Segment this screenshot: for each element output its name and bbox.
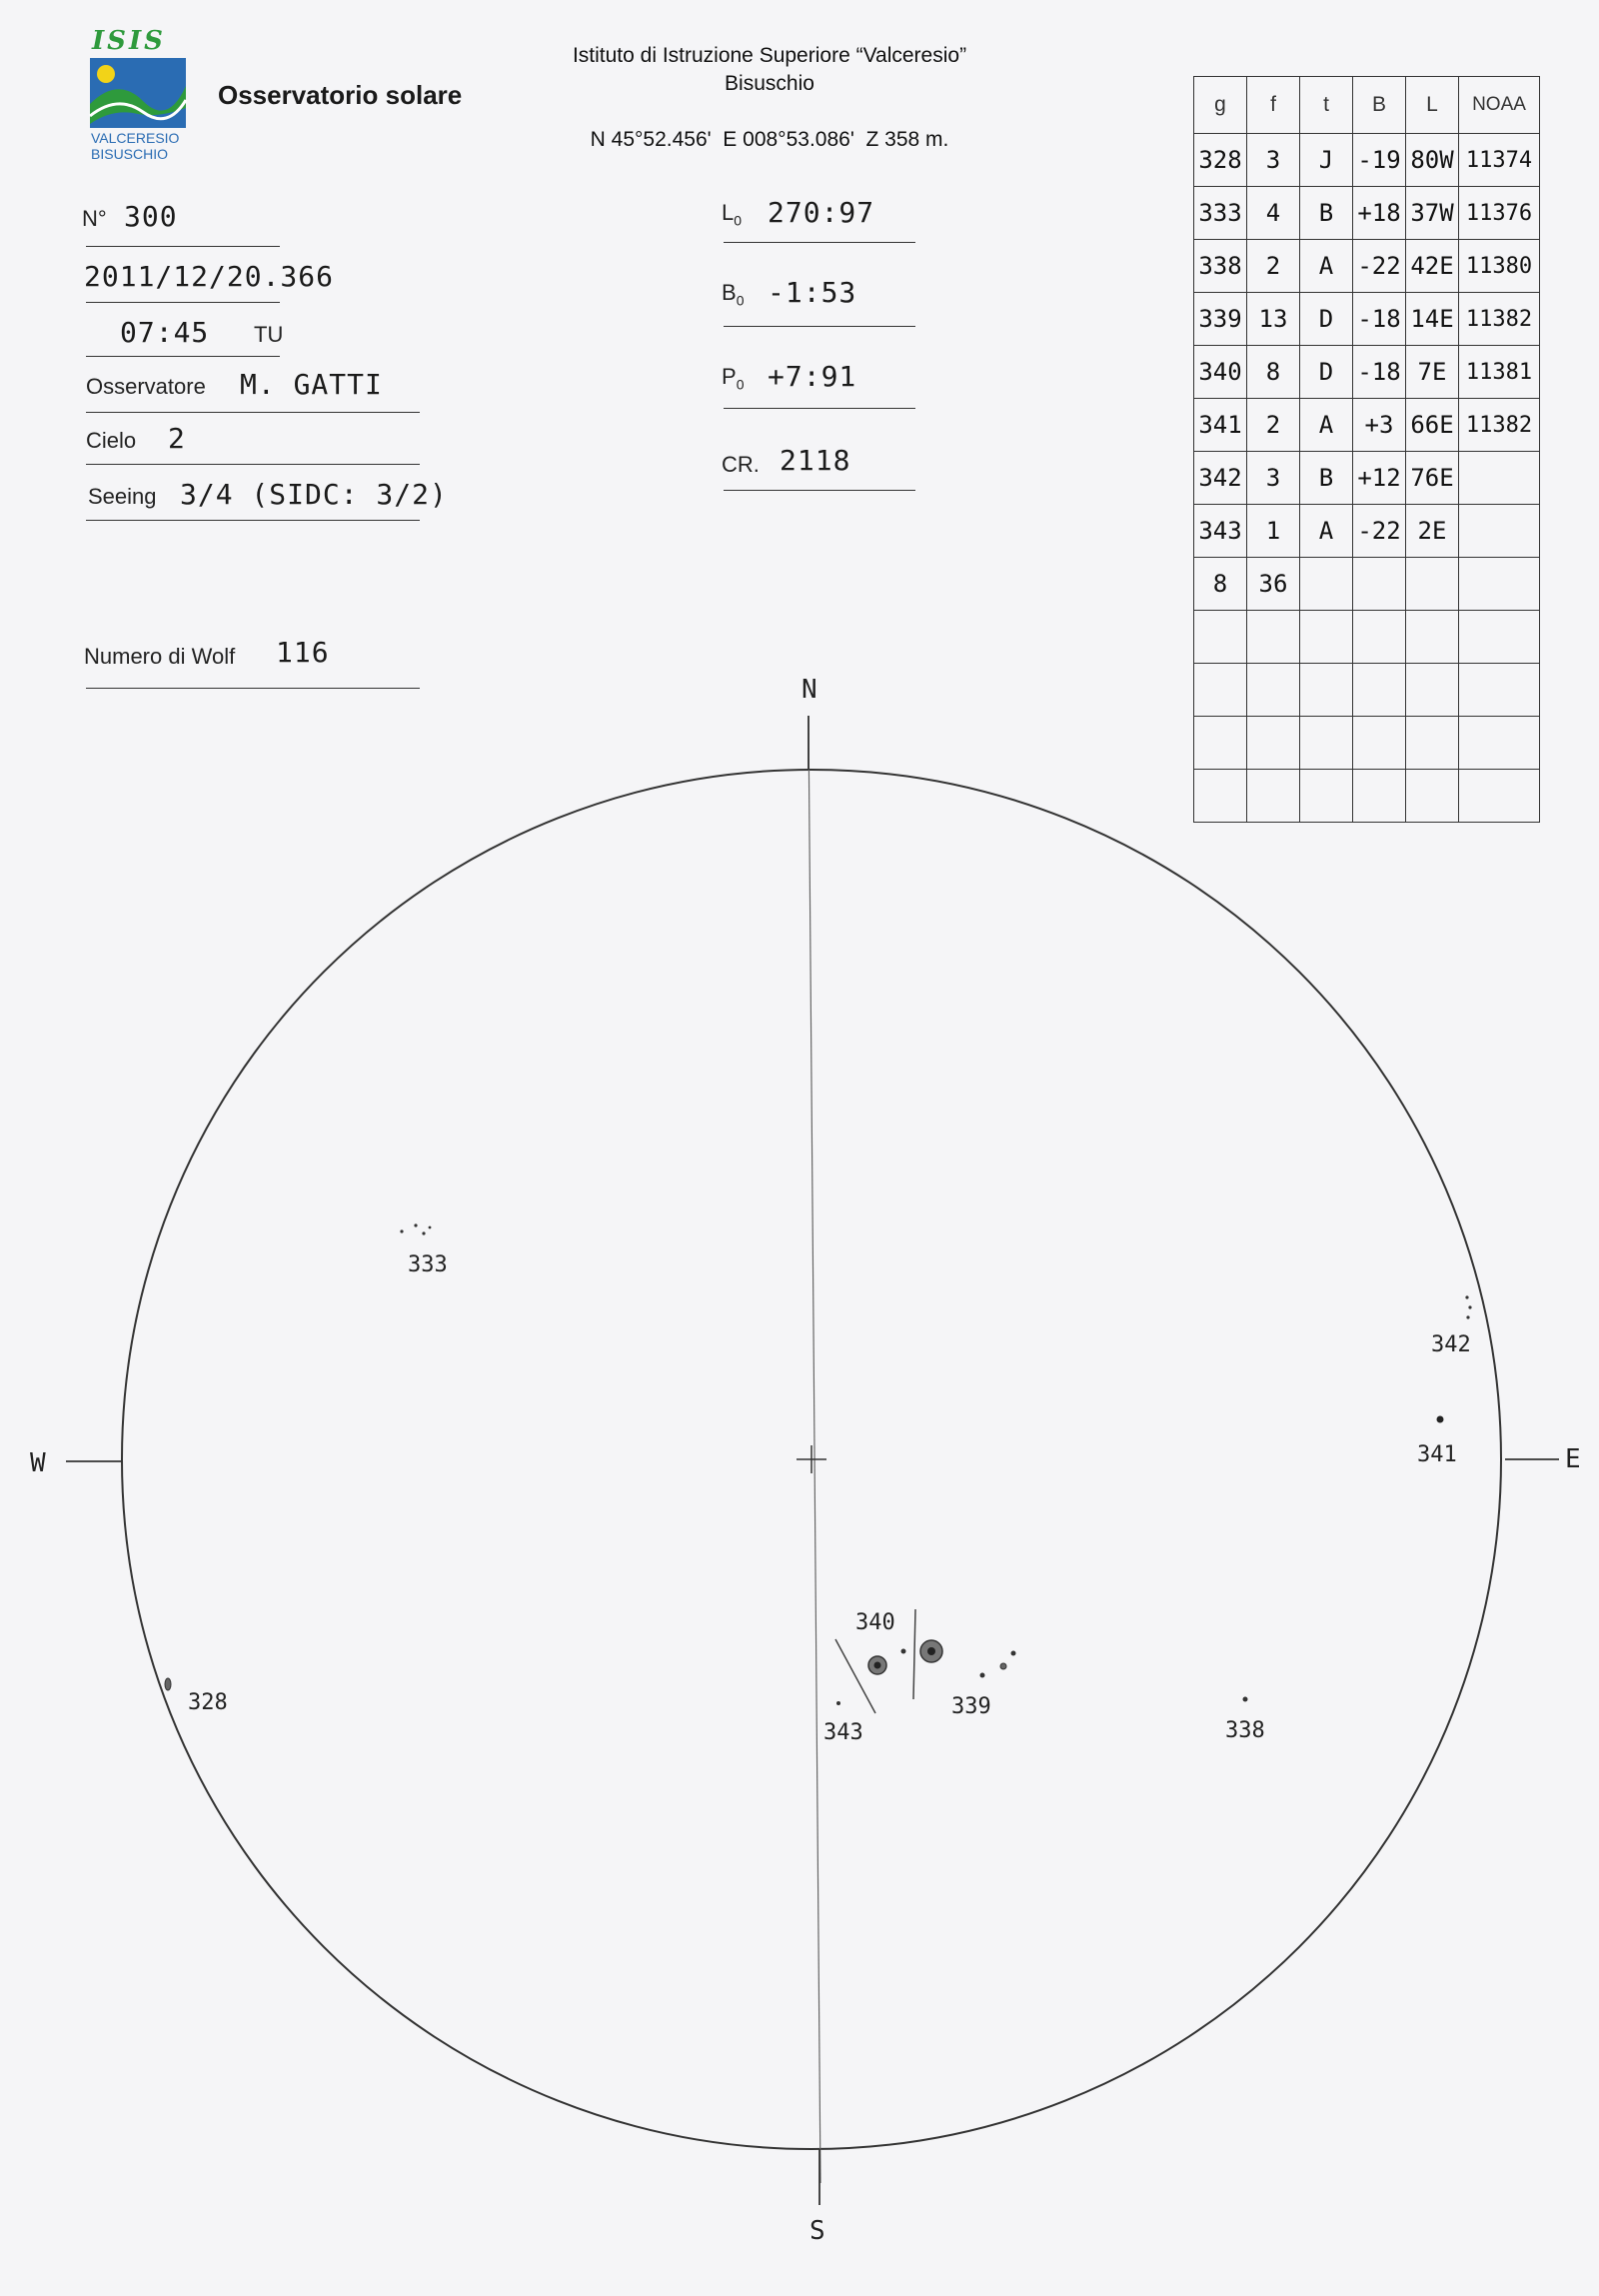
table-cell-f: 2 <box>1247 240 1300 293</box>
table-cell-b: +3 <box>1353 399 1406 452</box>
cardinal-s: S <box>809 2216 825 2246</box>
drawing-number: 300 <box>124 200 178 233</box>
number-underline <box>86 246 280 247</box>
sunspot-groups-table <box>1193 76 1540 823</box>
table-cell-b: +12 <box>1353 452 1406 505</box>
table-cell-l: 80W <box>1406 134 1459 187</box>
l0-underline <box>724 242 915 243</box>
table-cell-g <box>1194 717 1247 770</box>
carrington-underline <box>724 490 915 491</box>
col-header-g: g <box>1194 77 1247 134</box>
table-cell-f: 13 <box>1247 293 1300 346</box>
table-cell-f: 4 <box>1247 187 1300 240</box>
table-cell-g: 343 <box>1194 505 1247 558</box>
group-340-boundary-2 <box>913 1609 915 1699</box>
table-cell-l <box>1406 770 1459 823</box>
table-cell-noaa: 11382 <box>1459 293 1540 346</box>
table-cell-t: A <box>1300 240 1353 293</box>
table-cell-b <box>1353 717 1406 770</box>
spot-340b <box>901 1649 906 1654</box>
spot-339c <box>1000 1663 1006 1669</box>
table-cell-noaa <box>1459 770 1540 823</box>
table-row <box>1194 293 1540 346</box>
table-cell-g: 338 <box>1194 240 1247 293</box>
table-row <box>1194 664 1540 717</box>
table-cell-l: 76E <box>1406 452 1459 505</box>
col-header-l: L <box>1406 77 1459 134</box>
observation-time: 07:45 <box>120 316 210 349</box>
table-row <box>1194 346 1540 399</box>
number-label: N° <box>82 206 107 231</box>
institute-name: Istituto di Istruzione Superiore “Valceresio” <box>572 44 967 67</box>
table-cell-noaa <box>1459 452 1540 505</box>
table-cell-b: -22 <box>1353 240 1406 293</box>
table-cell-l <box>1406 717 1459 770</box>
page-title: Osservatorio solare <box>218 80 463 110</box>
carrington-value: 2118 <box>780 444 851 477</box>
spot-341 <box>1437 1416 1444 1423</box>
table-cell-f: 3 <box>1247 452 1300 505</box>
group-label-339: 339 <box>951 1694 991 1719</box>
group-label-340: 340 <box>855 1610 895 1635</box>
table-cell-t <box>1300 717 1353 770</box>
table-cell-l: 7E <box>1406 346 1459 399</box>
table-cell-g: 342 <box>1194 452 1247 505</box>
table-cell-l: 42E <box>1406 240 1459 293</box>
table-cell-f: 2 <box>1247 399 1300 452</box>
table-cell-f <box>1247 770 1300 823</box>
sky-underline <box>86 464 420 465</box>
col-header-noaa: NOAA <box>1459 77 1540 134</box>
spot-342c <box>1466 1315 1469 1318</box>
table-cell-b <box>1353 558 1406 611</box>
spot-339a <box>920 1640 942 1662</box>
table-cell-noaa: 11376 <box>1459 187 1540 240</box>
table-cell-t: B <box>1300 452 1353 505</box>
cardinal-e: E <box>1565 1444 1581 1474</box>
spot-338 <box>1243 1697 1248 1702</box>
table-cell-l: 66E <box>1406 399 1459 452</box>
spot-340a <box>868 1656 886 1674</box>
p0-underline <box>724 408 915 409</box>
group-label-342: 342 <box>1431 1332 1471 1357</box>
table-cell-l <box>1406 664 1459 717</box>
table-row <box>1194 240 1540 293</box>
table-cell-t <box>1300 558 1353 611</box>
logo-caption-1: VALCERESIO <box>91 130 180 146</box>
group-label-338: 338 <box>1225 1718 1265 1743</box>
table-cell-f: 1 <box>1247 505 1300 558</box>
table-cell-l <box>1406 611 1459 664</box>
table-cell-t <box>1300 770 1353 823</box>
table-cell-t: A <box>1300 399 1353 452</box>
observation-date: 2011/12/20.366 <box>84 260 335 293</box>
north-south-axis <box>808 716 820 2183</box>
spot-342a <box>1465 1295 1468 1298</box>
isis-logo <box>88 26 198 166</box>
institute-town: Bisuschio <box>725 72 814 95</box>
b0-label: $B_0$ <box>722 280 745 309</box>
observer-underline <box>86 412 420 413</box>
spot-342b <box>1468 1305 1471 1308</box>
spot-343 <box>836 1701 840 1705</box>
date-underline <box>86 302 280 303</box>
isis-logo-wordmark: ISIS <box>92 26 166 56</box>
table-cell-t <box>1300 664 1353 717</box>
table-cell-l: 14E <box>1406 293 1459 346</box>
p0-label: $P_0$ <box>722 364 745 393</box>
group-340-boundary-1 <box>835 1639 875 1713</box>
table-cell-t: D <box>1300 293 1353 346</box>
table-cell-noaa: 11381 <box>1459 346 1540 399</box>
wolf-number-label: Numero di Wolf <box>84 644 236 669</box>
table-cell-b: -18 <box>1353 346 1406 399</box>
table-cell-noaa <box>1459 717 1540 770</box>
b0-underline <box>724 326 915 327</box>
spot-339d <box>1011 1651 1016 1656</box>
table-cell-l: 37W <box>1406 187 1459 240</box>
seeing-value: 3/4 (SIDC: 3/2) <box>180 478 448 511</box>
group-label-333: 333 <box>408 1252 448 1277</box>
table-cell-noaa <box>1459 664 1540 717</box>
spot-340a-umbra <box>874 1662 881 1669</box>
table-row <box>1194 187 1540 240</box>
table-row <box>1194 505 1540 558</box>
spot-333a <box>400 1229 403 1232</box>
l0-label: $L_0$ <box>722 200 743 229</box>
table-cell-f <box>1247 611 1300 664</box>
logo-caption-2: BISUSCHIO <box>91 146 169 162</box>
cardinal-w: W <box>30 1448 46 1478</box>
table-cell-noaa <box>1459 611 1540 664</box>
p0-value: +7:91 <box>768 360 857 393</box>
table-cell-noaa <box>1459 505 1540 558</box>
table-cell-g: 339 <box>1194 293 1247 346</box>
wolf-number-underline <box>86 688 420 689</box>
table-cell-noaa: 11374 <box>1459 134 1540 187</box>
col-header-b: B <box>1353 77 1406 134</box>
group-label-328: 328 <box>188 1690 228 1715</box>
seeing-underline <box>86 520 420 521</box>
table-row <box>1194 717 1540 770</box>
wolf-number-value: 116 <box>276 636 330 669</box>
table-cell-l: 2E <box>1406 505 1459 558</box>
spot-333d <box>429 1226 432 1229</box>
table-cell-noaa: 11380 <box>1459 240 1540 293</box>
table-cell-b: -22 <box>1353 505 1406 558</box>
table-cell-g <box>1194 770 1247 823</box>
table-cell-g: 340 <box>1194 346 1247 399</box>
table-cell-b <box>1353 770 1406 823</box>
l0-value: 270:97 <box>768 196 875 229</box>
col-header-t: t <box>1300 77 1353 134</box>
table-cell-l <box>1406 558 1459 611</box>
table-cell-g: 328 <box>1194 134 1247 187</box>
table-cell-g <box>1194 664 1247 717</box>
table-cell-g <box>1194 611 1247 664</box>
table-cell-t: D <box>1300 346 1353 399</box>
cardinal-n: N <box>801 675 817 705</box>
table-cell-t <box>1300 611 1353 664</box>
seeing-label: Seeing <box>88 484 157 509</box>
table-row <box>1194 770 1540 823</box>
table-cell-b <box>1353 664 1406 717</box>
table-row <box>1194 134 1540 187</box>
table-cell-t: B <box>1300 187 1353 240</box>
group-label-343: 343 <box>823 1720 863 1745</box>
spot-339a-umbra <box>927 1647 935 1655</box>
table-cell-noaa <box>1459 558 1540 611</box>
carrington-label: CR. <box>722 452 760 477</box>
table-cell-g: 333 <box>1194 187 1247 240</box>
table-row <box>1194 399 1540 452</box>
table-cell-b: -18 <box>1353 293 1406 346</box>
sky-value: 2 <box>168 422 186 455</box>
col-header-f: f <box>1247 77 1300 134</box>
spot-339b <box>980 1673 985 1678</box>
table-cell-g: 8 <box>1194 558 1247 611</box>
table-cell-t: A <box>1300 505 1353 558</box>
time-unit: TU <box>254 322 284 347</box>
spot-328 <box>165 1678 171 1690</box>
observatory-coordinates: N 45°52.456' E 008°53.086' Z 358 m. <box>590 128 949 151</box>
table-cell-b: -19 <box>1353 134 1406 187</box>
observer-label: Osservatore <box>86 374 206 399</box>
table-cell-b: +18 <box>1353 187 1406 240</box>
table-cell-f <box>1247 664 1300 717</box>
table-cell-f <box>1247 717 1300 770</box>
spot-333b <box>414 1223 417 1226</box>
time-underline <box>86 356 280 357</box>
table-cell-t: J <box>1300 134 1353 187</box>
table-header-row <box>1194 77 1540 134</box>
table-cell-f: 36 <box>1247 558 1300 611</box>
table-row <box>1194 452 1540 505</box>
table-row <box>1194 611 1540 664</box>
table-row <box>1194 558 1540 611</box>
observer-name: M. GATTI <box>240 368 383 401</box>
table-cell-f: 8 <box>1247 346 1300 399</box>
table-cell-b <box>1353 611 1406 664</box>
b0-value: -1:53 <box>768 276 857 309</box>
spot-333c <box>422 1231 425 1234</box>
sky-label: Cielo <box>86 428 137 453</box>
isis-logo-emblem <box>88 56 188 131</box>
solar-disk <box>122 770 1501 2149</box>
table-cell-g: 341 <box>1194 399 1247 452</box>
group-label-341: 341 <box>1417 1442 1457 1467</box>
table-cell-noaa: 11382 <box>1459 399 1540 452</box>
table-cell-f: 3 <box>1247 134 1300 187</box>
